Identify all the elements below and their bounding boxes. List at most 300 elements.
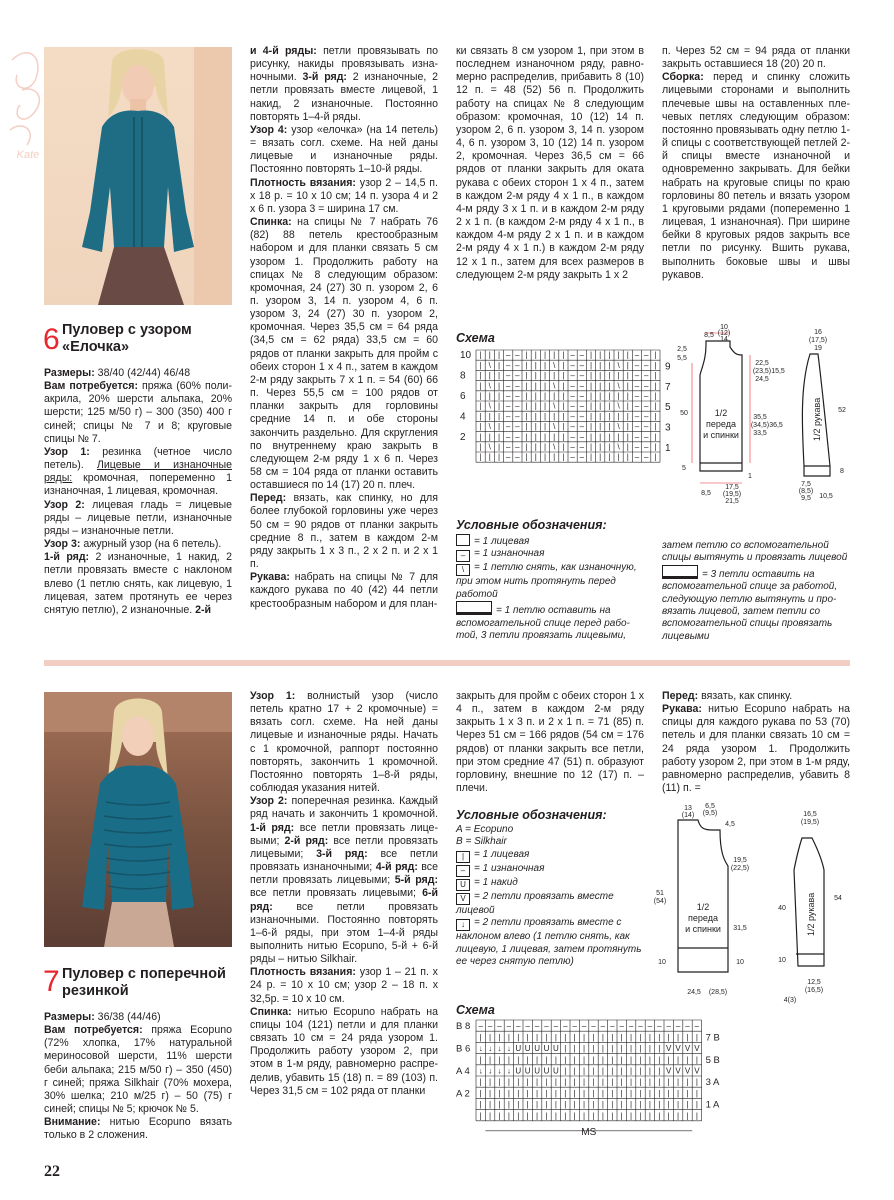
s2c4-para: Рукава: нитью Ecopuno набрать на спицы для каждого рукава по 53 (70) петель и для планки связать 10 см = 24 ряда узором 1. Продолжить работу узором 2, при этом в 1-м ряду, равномерно распределив, убавить 8 (11) п. = (662, 703, 851, 795)
stitch-mark: | (592, 1100, 595, 1110)
stitch-mark: | (497, 452, 501, 462)
stitch-mark: | (564, 1066, 567, 1076)
page-number: 22 (44, 1163, 60, 1180)
stitch-mark: | (608, 360, 611, 370)
stitch-mark: | (583, 1077, 586, 1087)
schema-title-6: Схема (456, 331, 495, 345)
stitch-mark: V (675, 1044, 681, 1054)
row-label-left: A 4 (456, 1066, 470, 1077)
body7-top4: (14) (681, 812, 695, 819)
row-number-left: 8 (460, 370, 466, 382)
stitch-mark: | (611, 1111, 614, 1121)
stitch-mark: – (610, 1021, 615, 1031)
stitch-mark: – (570, 381, 575, 391)
body7-top2: (9,5) (702, 810, 718, 817)
stitch-mark: – (515, 360, 520, 370)
stitch-mark: | (617, 452, 620, 462)
legend6r-item: = 3 петли оставить на вспомогательной спице за работой, следующую петлю вытянуть и провязать лицевой, затем петли со вспомогательной спицы провязать лицевыми (662, 565, 852, 643)
stitch-mark: – (505, 452, 511, 462)
stitch-mark: | (536, 1088, 539, 1098)
s2c1-para: Внимание: нитью Ecopuno вязать только в 2 сложения. (44, 1116, 232, 1142)
s1c4-para: п. Через 52 см = 94 ряда от планки закрыть оставшиеся 18 (20) 20 п. (662, 45, 850, 71)
legend6-item: = 1 петлю оставить на вспомогательной спице перед работой, 3 петли провязать лицевыми, (456, 601, 646, 642)
stitch-mark: | (497, 371, 501, 381)
stitch-mark: | (599, 371, 602, 381)
stitch-mark: | (630, 1066, 633, 1076)
stitch-mark: | (525, 411, 528, 421)
stitch-mark: U (524, 1044, 531, 1054)
stitch-mark: – (634, 432, 640, 442)
stitch-mark: – (525, 1021, 530, 1031)
body7-center2: переда (688, 913, 718, 923)
stitch-mark: | (620, 1088, 623, 1098)
legend-symbol-icon: \ (456, 564, 470, 576)
body7-l2: (54) (653, 898, 667, 905)
stitch-mark: | (479, 381, 482, 391)
s1c2-para: Рукава: набрать на спицы № 7 для каждого рукава по 40 (42) 44 петли крестообразным набором и для план- (250, 571, 438, 610)
stitch-mark: ↓ (488, 1044, 493, 1054)
stitch-mark: | (507, 1032, 510, 1042)
body6-center2: переда (706, 419, 736, 429)
stitch-mark: | (611, 1088, 614, 1098)
stitch-mark: | (677, 1100, 680, 1110)
stitch-mark: | (525, 432, 528, 442)
stitch-mark: | (479, 411, 482, 421)
stitch-mark: | (479, 1088, 482, 1098)
stitch-mark: | (686, 1077, 689, 1087)
stitch-mark: – (505, 411, 511, 421)
stitch-mark: | (517, 1100, 520, 1110)
row-label-right: 7 B (705, 1032, 720, 1044)
sleeve6-b1: 7,5 (801, 481, 811, 488)
stitch-mark: – (579, 432, 585, 442)
stitch-mark: | (534, 422, 537, 432)
stitch-mark: | (554, 1100, 557, 1110)
sleeve6-top1: 16 (814, 329, 822, 336)
stitch-mark: – (570, 371, 575, 381)
stitch-mark: | (554, 1077, 557, 1087)
legend-7 (456, 824, 646, 968)
stitch-mark: U (553, 1044, 559, 1054)
stitch-mark: | (695, 1032, 698, 1042)
stitch-mark: | (536, 1032, 539, 1042)
body6-dim-b2: 17,5 (725, 484, 739, 491)
stitch-mark: | (479, 401, 482, 411)
row-label-right: 3 A (705, 1077, 720, 1089)
stitch-mark: ↓ (497, 1066, 502, 1076)
sleeve6-center: 1/2 рукава (812, 397, 822, 441)
stitch-mark: | (630, 1055, 633, 1065)
stitch-mark: | (543, 401, 547, 411)
stitch-mark: | (620, 1100, 623, 1110)
stitch-mark: | (562, 350, 565, 360)
stitch-mark: – (634, 442, 640, 452)
stitch-mark: | (543, 371, 547, 381)
stitch-mark: | (617, 350, 620, 360)
stitch-mark: | (534, 350, 537, 360)
stitch-mark: – (579, 391, 585, 401)
stitch-mark: | (498, 1111, 501, 1121)
stitch-mark: ↓ (497, 1044, 502, 1054)
stitch-mark: | (573, 1111, 576, 1121)
stitch-mark: – (634, 391, 640, 401)
stitch-mark: | (488, 432, 491, 442)
stitch-mark: | (553, 350, 556, 360)
section-divider (44, 660, 850, 666)
stitch-mark: – (534, 1021, 540, 1031)
row-number-left: 10 (460, 350, 472, 362)
stitch-mark: – (516, 1021, 521, 1031)
stitch-mark: | (639, 1066, 642, 1076)
stitch-mark: | (626, 391, 629, 401)
stitch-mark: | (589, 401, 593, 411)
body6-center3: и спинки (703, 430, 739, 440)
stitch-mark: | (479, 1032, 482, 1042)
stitch-mark: | (630, 1100, 633, 1110)
body6-dim-b0: 5 (682, 465, 686, 472)
stitch-mark: U (553, 1066, 559, 1076)
body7-top1: 6,5 (705, 803, 715, 810)
s1c1-para: Вам потребуется: пряжа (60% полиакрила, 20% шерсти альпака, 20% шерсти; 125 м/50 г) – 300 (350) 400 г синей; спицы № 7 и 8; круговые спицы № 7. (44, 380, 232, 445)
row-number-right: 3 (665, 422, 671, 434)
stitch-mark: | (654, 371, 657, 381)
stitch-mark: | (536, 1055, 539, 1065)
stitch-mark: – (643, 391, 649, 401)
stitch-mark: | (545, 1088, 548, 1098)
logo-text: Kate (16, 149, 40, 160)
stitch-mark: | (630, 1032, 633, 1042)
stitch-mark: U (515, 1044, 522, 1054)
legend-symbol-icon: V (456, 893, 470, 905)
stitch-mark: | (479, 1055, 482, 1065)
stitch-mark: | (507, 1088, 510, 1098)
stitch-mark: – (643, 442, 649, 452)
section2-col3 (456, 690, 644, 795)
body6-dim-r1: 22,5 (755, 360, 769, 367)
stitch-mark: – (515, 350, 520, 360)
stitch-mark: | (648, 1044, 651, 1054)
stitch-mark: | (543, 350, 547, 360)
section1-col3 (456, 45, 644, 282)
stitch-mark: | (589, 442, 593, 452)
stitch-mark: | (562, 422, 565, 432)
stitch-mark: | (543, 411, 547, 421)
stitch-mark: – (505, 360, 511, 370)
stitch-mark: | (554, 1111, 557, 1121)
stitch-mark: | (525, 381, 528, 391)
stitch-mark: | (601, 1088, 604, 1098)
s1c2-para: Плотность вязания: узор 2 – 14,5 п. х 18 р. = 10 х 10 см; 14 п. узора 4 и 2 х 6 п. узора 3 = ширина 17 см. (250, 176, 438, 215)
stitch-mark: – (505, 391, 511, 401)
stitch-mark: | (601, 1032, 604, 1042)
sleeve6-b4: 10,5 (819, 493, 833, 500)
stitch-mark: | (583, 1100, 586, 1110)
stitch-mark: | (599, 422, 602, 432)
stitch-mark: | (497, 411, 501, 421)
garment-diagram-7-body (650, 800, 770, 1005)
pattern-title-6-line2: «Елочка» (62, 339, 130, 355)
stitch-mark: | (497, 350, 501, 360)
stitch-mark: – (634, 422, 640, 432)
stitch-mark: – (579, 411, 585, 421)
stitch-mark: – (570, 401, 575, 411)
stitch-mark: – (515, 401, 520, 411)
stitch-mark: – (572, 1021, 577, 1031)
legend-symbol-icon (456, 534, 470, 546)
body6-dim-r2: (23,5) (752, 368, 772, 375)
stitch-mark: | (479, 371, 482, 381)
stitch-mark: – (600, 1021, 606, 1031)
stitch-mark: \ (553, 422, 556, 432)
stitch-mark: | (554, 1032, 557, 1042)
stitch-mark: | (611, 1044, 614, 1054)
stitch-mark: | (488, 391, 491, 401)
sleeve6-right: 52 (838, 407, 846, 414)
stitch-mark: | (525, 391, 528, 401)
stitch-mark: | (517, 1055, 520, 1065)
stitch-mark: | (601, 1111, 604, 1121)
stitch-mark: | (611, 1055, 614, 1065)
stitch-mark: | (479, 1111, 482, 1121)
stitch-mark: | (525, 360, 528, 370)
stitch-mark: | (497, 391, 501, 401)
sleeve7-right: 54 (834, 895, 842, 902)
stitch-mark: | (562, 371, 565, 381)
stitch-mark: | (525, 442, 528, 452)
row-label-right: 1 A (705, 1099, 720, 1111)
sleeve7-left-bottom: 10 (778, 957, 786, 964)
stitch-mark: ↓ (506, 1066, 511, 1076)
stitch-mark: | (601, 1044, 604, 1054)
stitch-mark: – (657, 1021, 662, 1031)
stitch-mark: | (525, 371, 528, 381)
stitch-mark: | (489, 1111, 492, 1121)
stitch-mark: – (553, 1021, 559, 1031)
stitch-mark: \ (488, 360, 491, 370)
stitch-mark: | (562, 360, 565, 370)
stitch-mark: | (654, 422, 657, 432)
stitch-mark: | (479, 350, 482, 360)
stitch-mark: | (534, 360, 537, 370)
stitch-mark: – (643, 401, 649, 411)
legend-symbol-icon: – (456, 865, 470, 877)
stitch-mark: – (505, 422, 511, 432)
stitch-mark: – (643, 452, 649, 462)
legend7-item: U = 1 накид (456, 877, 646, 891)
body6-center1: 1/2 (714, 408, 728, 418)
stitch-mark: | (630, 1044, 633, 1054)
stitch-mark: – (570, 391, 575, 401)
stitch-mark: \ (617, 360, 620, 370)
stitch-mark: | (589, 411, 593, 421)
s1c2-para: Узор 4: узор «елочка» (на 14 петель) = вязать согл. схеме. На ней даны лицевые и изнаночные ряды. Постоянно повторять 1–10-й ряды. (250, 123, 439, 176)
row-number-right: 7 (665, 381, 671, 393)
photo-pullover-6 (44, 47, 232, 305)
body6-dim-top2: 10 (720, 324, 728, 331)
section2-col1 (44, 1011, 232, 1143)
garment-diagram-6-sleeve (786, 326, 850, 513)
stitch-mark: | (617, 432, 620, 442)
stitch-mark: | (658, 1055, 661, 1065)
s2c1-para: Вам потребуется: пряжа Ecopuno (72% хлопка, 17% натуральной мериносовой шерсти, 11% шерсти беби альпака; 215 м/50 г) – 350 (450) г синей; пряжа Silkhair (70% мохера, 30% шелка; 210 м/25 г) – 50 (75) г синей; спицы № 5; крючок № 5. (44, 1024, 232, 1116)
body6-dim-top6: 5,5 (677, 355, 687, 362)
stitch-mark: – (515, 371, 520, 381)
stitch-mark: | (573, 1066, 576, 1076)
body6-dim-r3: 24,5 (755, 376, 769, 383)
stitch-mark: | (667, 1055, 670, 1065)
stitch-mark: | (543, 452, 547, 462)
row-number-right: 5 (665, 402, 671, 414)
s1c2-para: Перед: вязать, как спинку, но для более глубокой горловины уже через 50 см = 90 рядов от планки закрыть средние 8 п., затем в каждом 2-м ряду закрыть 1 х 3 п., 2 х 2 п. и 2 х 1 п. (250, 492, 438, 571)
stitch-mark: – (570, 360, 575, 370)
stitch-mark: V (684, 1066, 691, 1076)
stitch-mark: | (564, 1055, 567, 1065)
stitch-mark: | (534, 411, 537, 421)
stitch-mark: | (654, 411, 657, 421)
stitch-mark: – (579, 381, 585, 391)
stitch-mark: – (515, 452, 520, 462)
s1c1-para: Размеры: 38/40 (42/44) 46/48 (44, 367, 191, 379)
stitch-mark: | (608, 422, 611, 432)
s1c4-para: Сборка: перед и спинку сложить лицевыми сторонами и выполнить плечевые швы на оставленных плечевых петлях следующим образом: постоянно провязывать одну петлю 1-й спицы с соответствующей петлей 2-й спицы вместе изнаночной и одновременно закрывать. Для бейки набрать на круговые спицы по краю горловины 80 петель и вязать узором 1 круговыми рядами (попеременно 1 лицевая, 1 изнаночная). При ширине бейки 8 круговых рядов закрыть все петли по рисунку. Вшить рукава, выполнить боковые швы и швы рукавов. (662, 71, 850, 281)
stitch-mark: | (654, 401, 657, 411)
stitch-mark: | (658, 1111, 661, 1121)
stitch-mark: | (564, 1111, 567, 1121)
stitch-mark: – (643, 432, 649, 442)
stitch-mark: – (685, 1021, 690, 1031)
legend-symbol-icon (456, 601, 492, 615)
stitch-mark: \ (553, 381, 556, 391)
stitch-mark: | (667, 1100, 670, 1110)
stitch-mark: | (677, 1088, 680, 1098)
stitch-mark: | (534, 371, 537, 381)
stitch-mark: \ (488, 442, 491, 452)
stitch-mark: | (608, 401, 611, 411)
stitch-mark: | (526, 1032, 529, 1042)
stitch-mark: – (570, 422, 575, 432)
stitch-mark: V (666, 1066, 672, 1076)
stitch-mark: | (667, 1077, 670, 1087)
stitch-mark: | (599, 391, 602, 401)
stitch-mark: | (526, 1088, 529, 1098)
stitch-mark: | (489, 1077, 492, 1087)
stitch-mark: | (526, 1077, 529, 1087)
stitch-mark: | (611, 1032, 614, 1042)
stitch-mark: | (488, 350, 491, 360)
s1c1-para: Узор 1: резинка (четное число петель). Лицевые и изнаночные ряды: кромочная, попеременно 1 изнаночная, 1 лицевая, кромочная. (44, 445, 233, 498)
garment-diagram-7-sleeve (772, 806, 850, 1006)
legend-symbol-icon: U (456, 879, 470, 891)
stitch-mark: | (498, 1088, 501, 1098)
stitch-mark: | (543, 391, 547, 401)
stitch-mark: | (620, 1055, 623, 1065)
body6-dim-top1: 8,5 (704, 332, 714, 339)
stitch-mark: – (643, 422, 649, 432)
stitch-mark: | (626, 401, 629, 411)
stitch-mark: | (599, 432, 602, 442)
stitch-mark: | (608, 432, 611, 442)
stitch-mark: | (562, 442, 565, 452)
stitch-mark: – (515, 422, 520, 432)
stitch-mark: | (667, 1111, 670, 1121)
stitch-mark: | (639, 1077, 642, 1087)
stitch-mark: | (583, 1044, 586, 1054)
stitch-mark: | (599, 350, 602, 360)
stitch-mark: | (611, 1066, 614, 1076)
stitch-mark: | (536, 1100, 539, 1110)
sleeve6-top3: 19 (814, 345, 822, 352)
legend-6-right (662, 540, 852, 643)
stitch-mark: | (658, 1100, 661, 1110)
body6-dim-b1: 8,5 (701, 490, 711, 497)
row-number-left: 4 (460, 411, 466, 423)
stitch-mark: | (553, 391, 556, 401)
schema-title-7: Схема (456, 1003, 495, 1017)
stitch-mark: | (589, 391, 593, 401)
stitch-mark: | (608, 411, 611, 421)
body6-dim-b4: 21,5 (725, 498, 739, 505)
stitch-mark: | (517, 1032, 520, 1042)
stitch-mark: | (667, 1032, 670, 1042)
stitch-mark: | (658, 1066, 661, 1076)
stitch-mark: | (630, 1111, 633, 1121)
stitch-mark: | (534, 401, 537, 411)
stitch-mark: | (592, 1066, 595, 1076)
sleeve7-b2: 12,5 (807, 979, 821, 986)
stitch-mark: | (497, 381, 501, 391)
legend7-item: ↓ = 2 петли провязать вместе с наклоном влево (1 петлю снять, как лицевую, 1 лицевая, затем протянуть ее через снятую петлю) (456, 917, 642, 968)
stitch-mark: \ (617, 442, 620, 452)
stitch-mark: – (505, 371, 511, 381)
stitch-mark: | (626, 381, 629, 391)
stitch-mark: | (526, 1111, 529, 1121)
legend7-item: V = 2 петли провязать вместе лицевой (456, 890, 614, 916)
stitch-mark: | (543, 422, 547, 432)
section1-col2 (250, 45, 438, 611)
stitch-mark: | (507, 1055, 510, 1065)
stitch-mark: | (553, 432, 556, 442)
stitch-mark: | (695, 1111, 698, 1121)
stitch-mark: | (553, 371, 556, 381)
legend7-item: B = Silkhair (456, 836, 507, 848)
stitch-mark: | (497, 401, 501, 411)
stitch-mark: | (479, 452, 482, 462)
stitch-mark: – (634, 360, 640, 370)
stitch-mark: | (583, 1111, 586, 1121)
rapport-label: MS (581, 1126, 597, 1138)
stitch-mark: | (498, 1077, 501, 1087)
body6-dim-top4: 14 (720, 336, 728, 343)
stitch-mark: – (579, 442, 585, 452)
stitch-mark: | (620, 1066, 623, 1076)
stitch-mark: | (686, 1032, 689, 1042)
stitch-mark: | (525, 422, 528, 432)
stitch-mark: | (601, 1100, 604, 1110)
body7-b1: 24,5 (687, 989, 701, 996)
stitch-mark: | (479, 1077, 482, 1087)
stitch-mark: | (648, 1077, 651, 1087)
stitch-mark: – (619, 1021, 624, 1031)
stitch-mark: V (694, 1066, 700, 1076)
stitch-mark: | (654, 452, 657, 462)
body6-dim-r5: 35,5 (753, 414, 767, 421)
stitch-mark: | (543, 360, 547, 370)
stitch-mark: | (583, 1066, 586, 1076)
body6-dim-b5: 1 (748, 473, 752, 480)
stitch-mark: V (666, 1044, 672, 1054)
stitch-mark: | (648, 1088, 651, 1098)
row-number-right: 9 (665, 361, 671, 373)
